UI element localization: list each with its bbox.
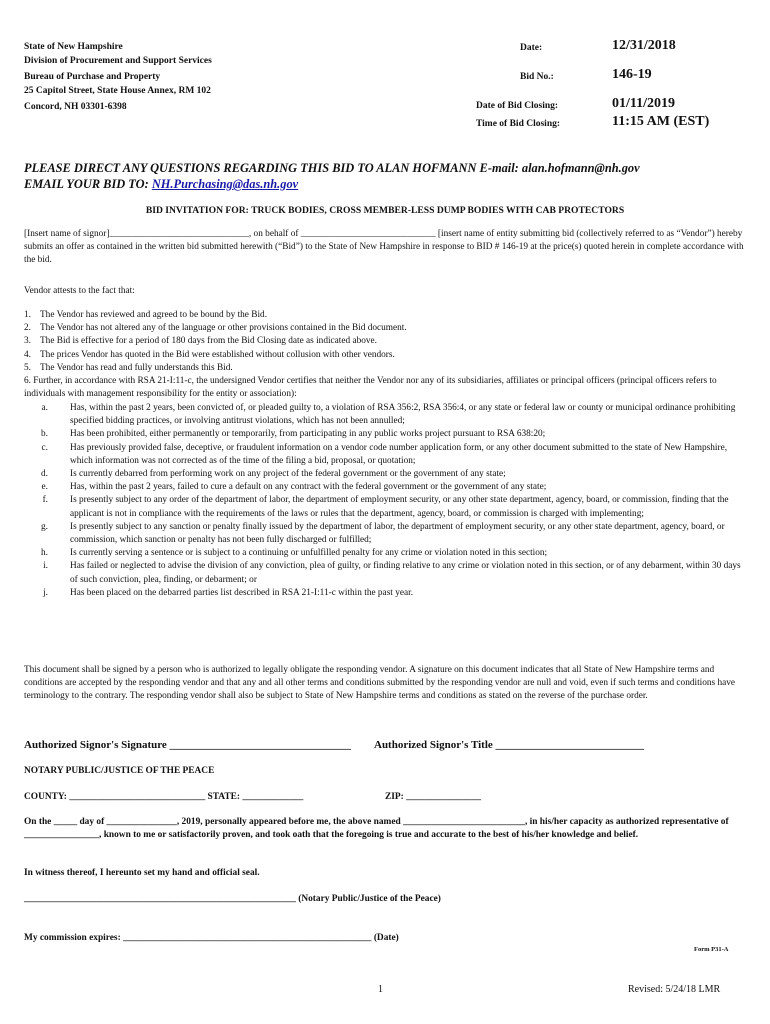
attests-heading: Vendor attests to the fact that: [24,286,135,296]
list-item-text: The Vendor has read and fully understands this Bid. [40,362,233,373]
signor-signature-field[interactable]: Authorized Signor's Signature _________________________________ [24,739,352,751]
agency-address [24,40,212,114]
list-item [24,309,746,322]
sublist-text: Is currently debarred from performing work on any project of the federal government or the government of any state; [70,469,506,480]
revision-note: Revised: 5/24/18 LMR [628,984,721,995]
sublist-text: Has been placed on the debarred parties list described in RSA 21-I:11-c within the past year. [70,587,414,598]
sublist-item [24,560,746,586]
list-item-6: 6. Further, in accordance with RSA 21-I:11-c, the undersigned Vendor certifies that neither the Vendor nor any of its subsidiaries, affiliates or principal officers (principal officers refers to individuals with management responsibility for the entity or association): [24,376,717,400]
sublist-key: a. [41,403,48,413]
closing-time-value: 11:15 AM (EST) [612,114,710,129]
sublist-item [24,521,746,547]
sublist-key: g. [41,521,48,532]
sublist-key: c. [41,442,48,453]
email-bid-line [24,177,298,192]
sublist-text: Is presently subject to any sanction or penalty finally issued by the department of labor, the department of employment security, or any other state department, agency, board, or commission, which sanction or penalty has not been fully discharged or fulfilled; [70,521,725,546]
signor-title-field[interactable]: Authorized Signor's Title ___________________________ [374,739,645,751]
agency-line-3: Bureau of Purchase and Property [24,72,161,82]
form-id: Form P31-A [694,946,729,953]
certification-sublist [24,402,746,600]
list-item [24,335,746,348]
witness-statement: In witness thereof, I hereunto set my hand and official seal. [24,868,260,878]
sublist-key: f. [42,495,48,506]
list-item-text: The Vendor has reviewed and agreed to be bound by the Bid. [40,310,268,320]
closing-date-label: Date of Bid Closing: [476,101,559,111]
sublist-text: Is presently subject to any order of the department of labor, the department of employment security, or any other state department, agency, board, or commission, finding that the applicant is not in compliance with the requirements of the laws or rules that the department, agency, board, or commission is charged with implementing; [70,495,729,519]
list-item-number: 1. [24,310,31,320]
sublist-item [24,587,746,600]
sublist-item [24,402,746,428]
sublist-text: Has previously provided false, deceptive, or fraudulent information on a vendor code number application form, or any other document submitted to the state of New Hampshire, which information was not corrected as of the time of the filing a bid, proposal, or quotation; [70,442,728,466]
agency-line-4: 25 Capitol Street, State House Annex, RM 102 [24,86,211,96]
sublist-text: Is currently serving a sentence or is subject to a continuing or unfulfilled penalty for any crime or violation noted in this section; [70,548,548,559]
list-item-text: The Vendor has not altered any of the language or other provisions contained in the Bid document. [40,323,407,334]
bid-number-label: Bid No.: [520,72,554,82]
sublist-item [24,428,746,441]
sublist-item [24,468,746,481]
notary-oath-paragraph: On the _____ day of _______________, 2019, personally appeared before me, the above named __________________________, in his/her capacity as authorized representative of ________________, known to me or satisfactorily proven, and took oath that the foregoing is true and accurate to the best of his/her knowledge and belief. [24,817,729,840]
page-number: 1 [378,984,383,995]
date-value: 12/31/2018 [612,38,676,53]
sublist-key: h. [41,548,48,559]
agency-line-1: State of New Hampshire [24,42,123,52]
sublist-key: d. [41,469,48,480]
sublist-text: Has been prohibited, either permanently or temporarily, from participating in any public works project pursuant to RSA 638:20; [70,429,546,440]
commission-expires-field[interactable]: My commission expires: _____________________________________________________ (Date) [24,933,399,943]
list-item [24,362,746,375]
list-item [24,349,746,362]
bid-invitation-title: BID INVITATION FOR: TRUCK BODIES, CROSS MEMBER-LESS DUMP BODIES WITH CAB PROTECTORS [145,205,625,216]
questions-contact-line: PLEASE DIRECT ANY QUESTIONS REGARDING THIS BID TO ALAN HOFMANN E-mail: alan.hofmann@nh.gov [24,161,640,175]
sublist-text: Has failed or neglected to advise the division of any conviction, plea of guilty, or finding relative to any crime or violation noted in this section, or of any debarment, within 30 days of such conviction, plea, finding, or debarment; or [70,561,741,585]
notary-heading: NOTARY PUBLIC/JUSTICE OF THE PEACE [24,766,215,776]
closing-time-label: Time of Bid Closing: [476,119,561,129]
bid-number-value: 146-19 [612,67,652,82]
closing-date-value: 01/11/2019 [612,96,676,111]
county-state-field[interactable]: COUNTY: _____________________________ STATE: _____________ [24,792,304,802]
list-item-number: 2. [24,323,31,334]
sublist-item [24,547,746,560]
sublist-item [24,494,746,520]
agency-line-2: Division of Procurement and Support Services [24,56,212,66]
list-item-number: 3. [24,336,31,347]
purchasing-email-link[interactable]: NH.Purchasing@das.nh.gov [151,177,299,191]
sublist-key: e. [41,482,48,493]
list-item-text: The prices Vendor has quoted in the Bid were established without collusion with other vendors. [40,349,395,360]
attestation-list [24,309,746,401]
email-bid-label: EMAIL YOUR BID TO: [24,177,149,191]
sublist-text: Has, within the past 2 years, failed to cure a default on any contract with the federal government or the government of any state; [70,482,547,493]
list-item-number: 4. [24,349,31,360]
sublist-item [24,481,746,494]
list-item [24,322,746,335]
list-item-text: The Bid is effective for a period of 180 days from the Bid Closing date as indicated above. [40,336,378,347]
sublist-item [24,442,746,468]
sublist-text: Has, within the past 2 years, been convicted of, or pleaded guilty to, a violation of RSA 356:2, RSA 356:4, or any state or federal law or county or municipal ordinance prohibiting specified bidding practices, or involving antitrust violations, which has not been annulled; [70,403,736,427]
list-item-number: 5. [24,362,31,373]
signing-authority-paragraph: This document shall be signed by a person who is authorized to legally obligate the responding vendor. A signature on this document indicates that all State of New Hampshire terms and conditions are accepted by the responding vendor and that any and all other terms and conditions submitted by the responding vendor are null and void, even if such terms and conditions have terminology to the contrary. The responding vendor shall also be subject to State of New Hampshire terms and conditions as stated on the reverse of the purchase order. [24,665,736,702]
agency-line-5: Concord, NH 03301-6398 [24,102,127,112]
sublist-key: j. [43,587,48,598]
sublist-key: i. [43,561,48,572]
zip-field[interactable]: ZIP: ________________ [385,792,482,802]
notary-signature-field[interactable]: __________________________________________________________ (Notary Public/Justice of the Peace) [24,894,441,904]
date-label: Date: [520,43,543,53]
sublist-key: b. [41,429,48,440]
intro-paragraph: [Insert name of signor]______________________________, on behalf of _____________________________ [insert name of entity submitting bid (collectively referred to as “Vendor”) hereby submits an offer as contained in the written bid submitted herewith (“Bid”) to the State of New Hampshire in response to BID # 146-19 at the price(s) quoted herein in complete accordance with the bid. [24,229,744,266]
